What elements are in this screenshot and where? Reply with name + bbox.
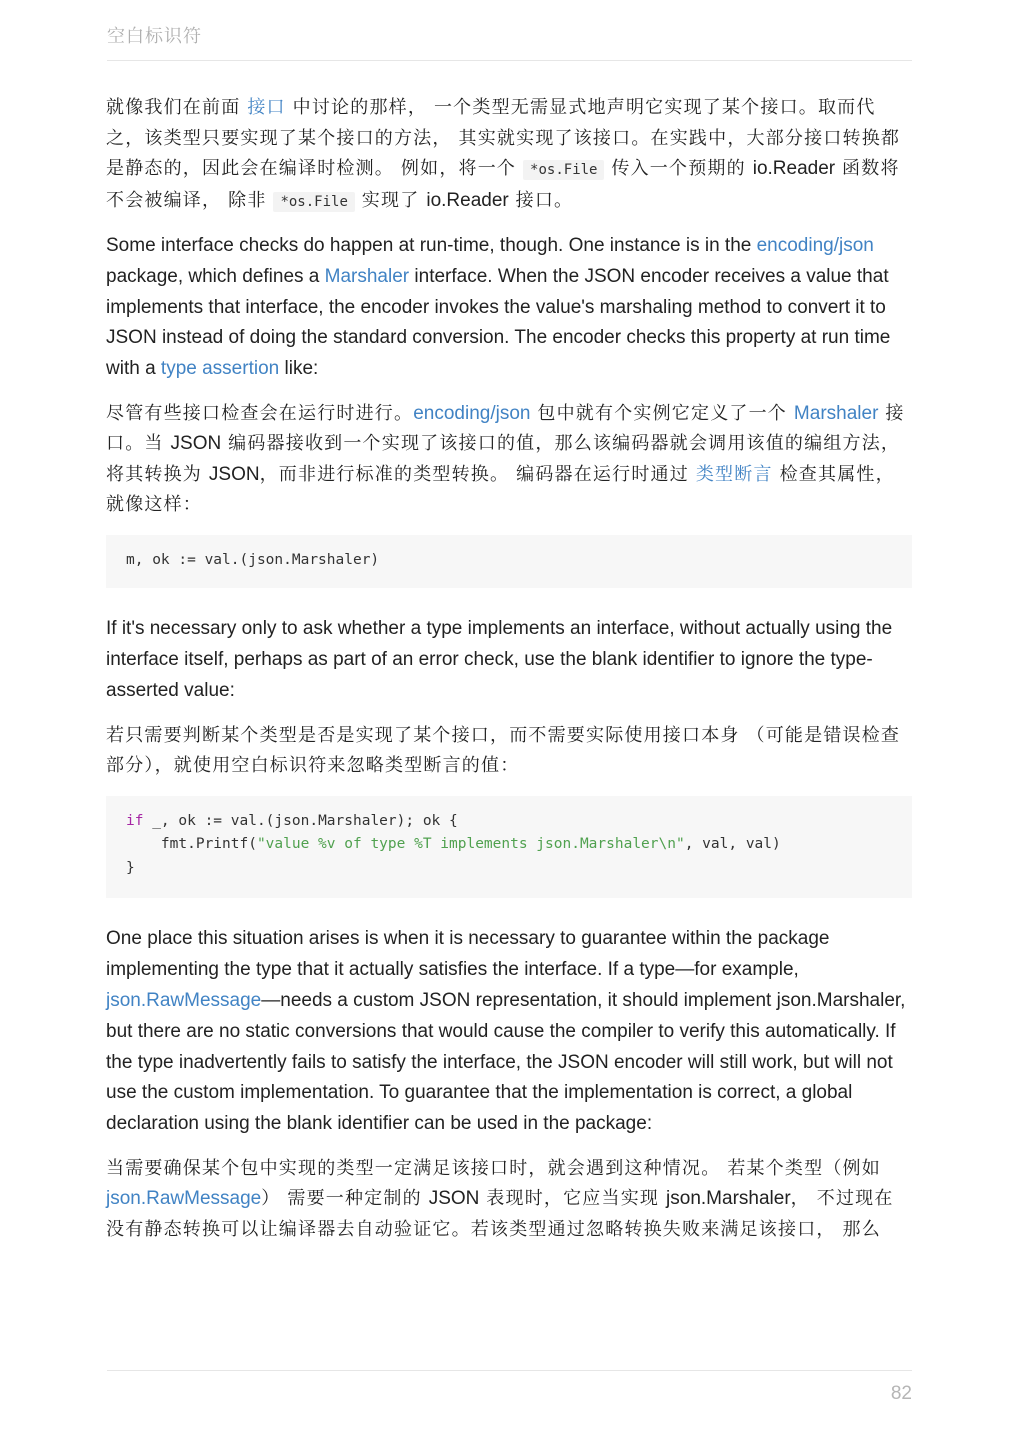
paragraph-zh-4 (106, 1154, 912, 1246)
text: 就像我们在前面 (106, 97, 248, 118)
text: ， 不过现在没有静态转换可以让编译器去自动验证它。若该类型通过忽略转换失败来满足该接口， 那么 (106, 1188, 894, 1240)
text: Some interface checks do happen at run-time, though. One instance is in the (106, 235, 757, 256)
text: 接口。 (508, 189, 574, 211)
paragraph-zh-3: 若只需要判断某个类型是否是实现了某个接口，而不需要实际使用接口本身 （可能是错误检查部分），就使用空白标识符来忽略类型断言的值： (106, 724, 901, 777)
link-interfaces[interactable]: 接口 (247, 97, 286, 118)
text: 尽管有些接口检查会在运行时进行。 (106, 402, 414, 424)
text: 传入一个预期的 (604, 158, 753, 179)
paragraph-en-2: If it's necessary only to ask whether a type implements an interface, without actually using the interface itself, perhaps as part of an error check, use the blank identifier to ignore the type-asserted value: (106, 618, 893, 702)
code-line: m, ok := val.(json.Marshaler) (126, 551, 380, 568)
text: 中讨论的那样， 一个类型无需显式地声明它实现了某个接口。取而代之，该类型只要实现了某个接口的方法， 其实就实现了该接口。在实践中，大部分接口转换都是静态的，因此会在编译时检测。 例如，将一个 (106, 97, 901, 179)
text: 当需要确保某个包中实现的类型一定满足该接口时，就会遇到这种情况。 若某个类型（例如 (106, 1157, 881, 1179)
code-keyword: if (126, 812, 144, 829)
text-io-reader: io.Reader (426, 189, 509, 211)
link-encoding-json[interactable]: encoding/json (413, 402, 531, 424)
header-title: 空白标识符 (107, 26, 202, 47)
text: like: (279, 358, 319, 380)
text: One place this situation arises is when it is necessary to guarantee within the package implementing the type that it actually satisfies the interface. If a type—for example, (106, 928, 830, 981)
code-line: , val, val) (684, 836, 781, 853)
text: 编码器接收到一个实现了该接口的值，那么该编码器就会调用该值的编组方法， 将其转换为 (106, 433, 901, 485)
text: 接口。当 (106, 402, 905, 455)
text: 实现了 (354, 189, 427, 211)
text: 检查其属性，就像这样： (106, 463, 895, 516)
text-io-reader: io.Reader (752, 158, 836, 179)
link-encoding-json[interactable]: encoding/json (756, 235, 874, 256)
text-json: JSON (428, 1188, 480, 1210)
text: 包中就有个实例它定义了一个 (530, 402, 794, 424)
code-line: fmt.Printf( (126, 836, 257, 853)
text-json: JSON (170, 433, 222, 455)
text: ，而非进行标准的类型转换。 编码器在运行时通过 (259, 463, 696, 485)
code-line: } (126, 859, 135, 876)
text: —needs a custom JSON representation, it should implement json.Marshaler, but there are no static conversions that would cause the compiler to verify this automatically. If the type inadvertently fails to satisfy the interface, the JSON encoder will still work, but will not use the custom implementation. To guarantee that the implementation is correct, a global declaration using the blank identifier can be used in the package: (106, 989, 906, 1135)
code-line: _, ok := val.(json.Marshaler); ok { (143, 812, 458, 829)
link-json-rawmessage[interactable]: json.RawMessage (106, 989, 262, 1011)
text: ） 需要一种定制的 (261, 1188, 429, 1210)
paragraph-en-1 (106, 231, 912, 385)
paragraph-en-3 (106, 924, 912, 1140)
page-number: 82 (890, 1383, 912, 1404)
text: package, which defines a (106, 265, 325, 287)
link-type-assertion[interactable]: type assertion (160, 358, 280, 380)
link-type-assertion-zh[interactable]: 类型断言 (695, 463, 773, 485)
text: 表现时，它应当实现 (479, 1188, 667, 1210)
code-string: "value %v of type %T implements json.Marshaler\n" (256, 836, 685, 853)
page-header (107, 22, 912, 61)
link-json-rawmessage[interactable]: json.RawMessage (106, 1188, 262, 1210)
link-marshaler[interactable]: Marshaler (324, 265, 410, 287)
text-json-marshaler: json.Marshaler (666, 1188, 791, 1210)
text: interface. When the JSON encoder receives a value that implements that interface, the encoder invokes the value's marshaling method to convert it to JSON instead of doing the standard conversion. The encoder checks this property at run time with a (106, 265, 891, 380)
text: 函数将不会被编译， 除非 (106, 158, 900, 211)
page-content (106, 93, 912, 1259)
paragraph-zh-2 (106, 399, 912, 521)
page-footer (107, 1370, 912, 1404)
code-block-1 (106, 535, 912, 589)
text-json: JSON (208, 463, 260, 485)
paragraph-zh-1 (106, 93, 912, 217)
inline-code-os-file: *os.File (273, 192, 354, 212)
code-block-2 (106, 796, 912, 899)
link-marshaler[interactable]: Marshaler (793, 402, 879, 424)
inline-code-os-file: *os.File (523, 160, 604, 180)
